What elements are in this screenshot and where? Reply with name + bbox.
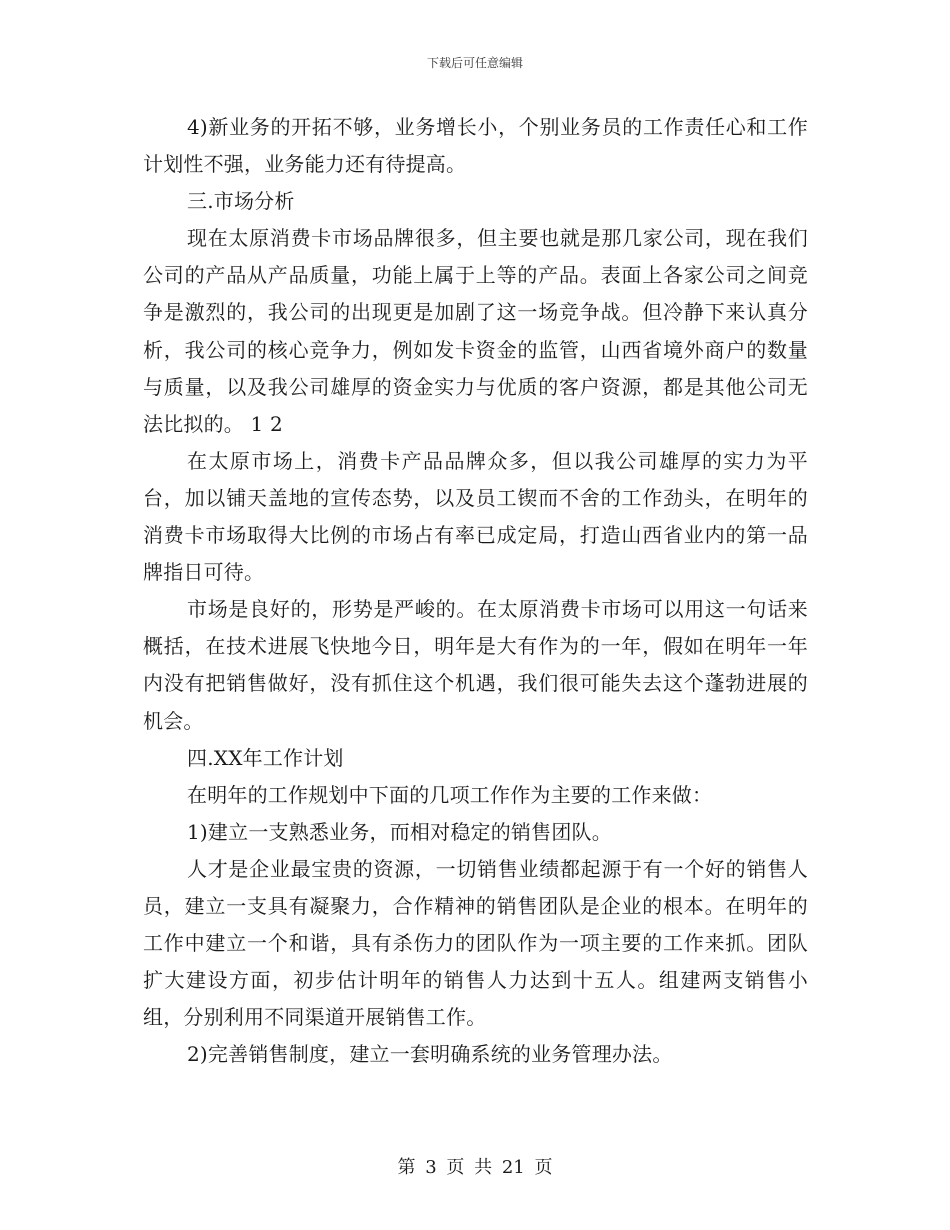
paragraph-plan-intro: 在明年的工作规划中下面的几项工作作为主要的工作来做： — [187, 782, 713, 807]
list-item-sales-system: 2)完善销售制度，建立一套明确系统的业务管理办法。 — [187, 1042, 673, 1067]
paragraph-new-business: 4)新业务的开拓不够，业务增长小，个别业务员的工作责任心和工作计划性不强，业务能力还有待提高。 — [143, 115, 808, 177]
page-footer: 第 3 页 共 21 页 — [397, 1157, 553, 1178]
section-heading-market-analysis: 三.市场分析 — [187, 189, 295, 214]
document-body — [143, 109, 808, 1073]
page-header: 下载后可任意编辑 — [426, 56, 523, 70]
list-item-sales-team: 1)建立一支熟悉业务，而相对稳定的销售团队。 — [187, 819, 612, 844]
paragraph-market-overview: 现在太原消费卡市场品牌很多，但主要也就是那几家公司，现在我们公司的产品从产品质量，功能上属于上等的产品。表面上各家公司之间竞争是激烈的，我公司的出现更是加剧了这一场竞争战。但冷静下来认真分析，我公司的核心竞争力，例如发卡资金的监管，山西省境外商户的数量与质量，以及我公司雄厚的资金实力与优质的客户资源，都是其他公司无法比拟的。 1 2 — [143, 226, 808, 436]
paragraph-taiyuan-market: 在太原市场上，消费卡产品品牌众多，但以我公司雄厚的实力为平台，加以铺天盖地的宣传态势，以及员工锲而不舍的工作劲头，在明年的消费卡市场取得大比例的市场占有率已成定局，打造山西省业内的第一品牌指日可待。 — [143, 448, 808, 585]
section-heading-work-plan: 四.XX年工作计划 — [187, 745, 344, 770]
paragraph-talent: 人才是企业最宝贵的资源，一切销售业绩都起源于有一个好的销售人员，建立一支具有凝聚力，合作精神的销售团队是企业的根本。在明年的工作中建立一个和谐，具有杀伤力的团队作为一项主要的工作来抓。团队扩大建设方面，初步估计明年的销售人力达到十五人。组建两支销售小组，分别利用不同渠道开展销售工作。 — [143, 856, 808, 1030]
paragraph-market-situation: 市场是良好的，形势是严峻的。在太原消费卡市场可以用这一句话来概括，在技术进展飞快地今日，明年是大有作为的一年，假如在明年一年内没有把销售做好，没有抓住这个机遇，我们很可能失去这个蓬勃进展的机会。 — [143, 597, 808, 733]
